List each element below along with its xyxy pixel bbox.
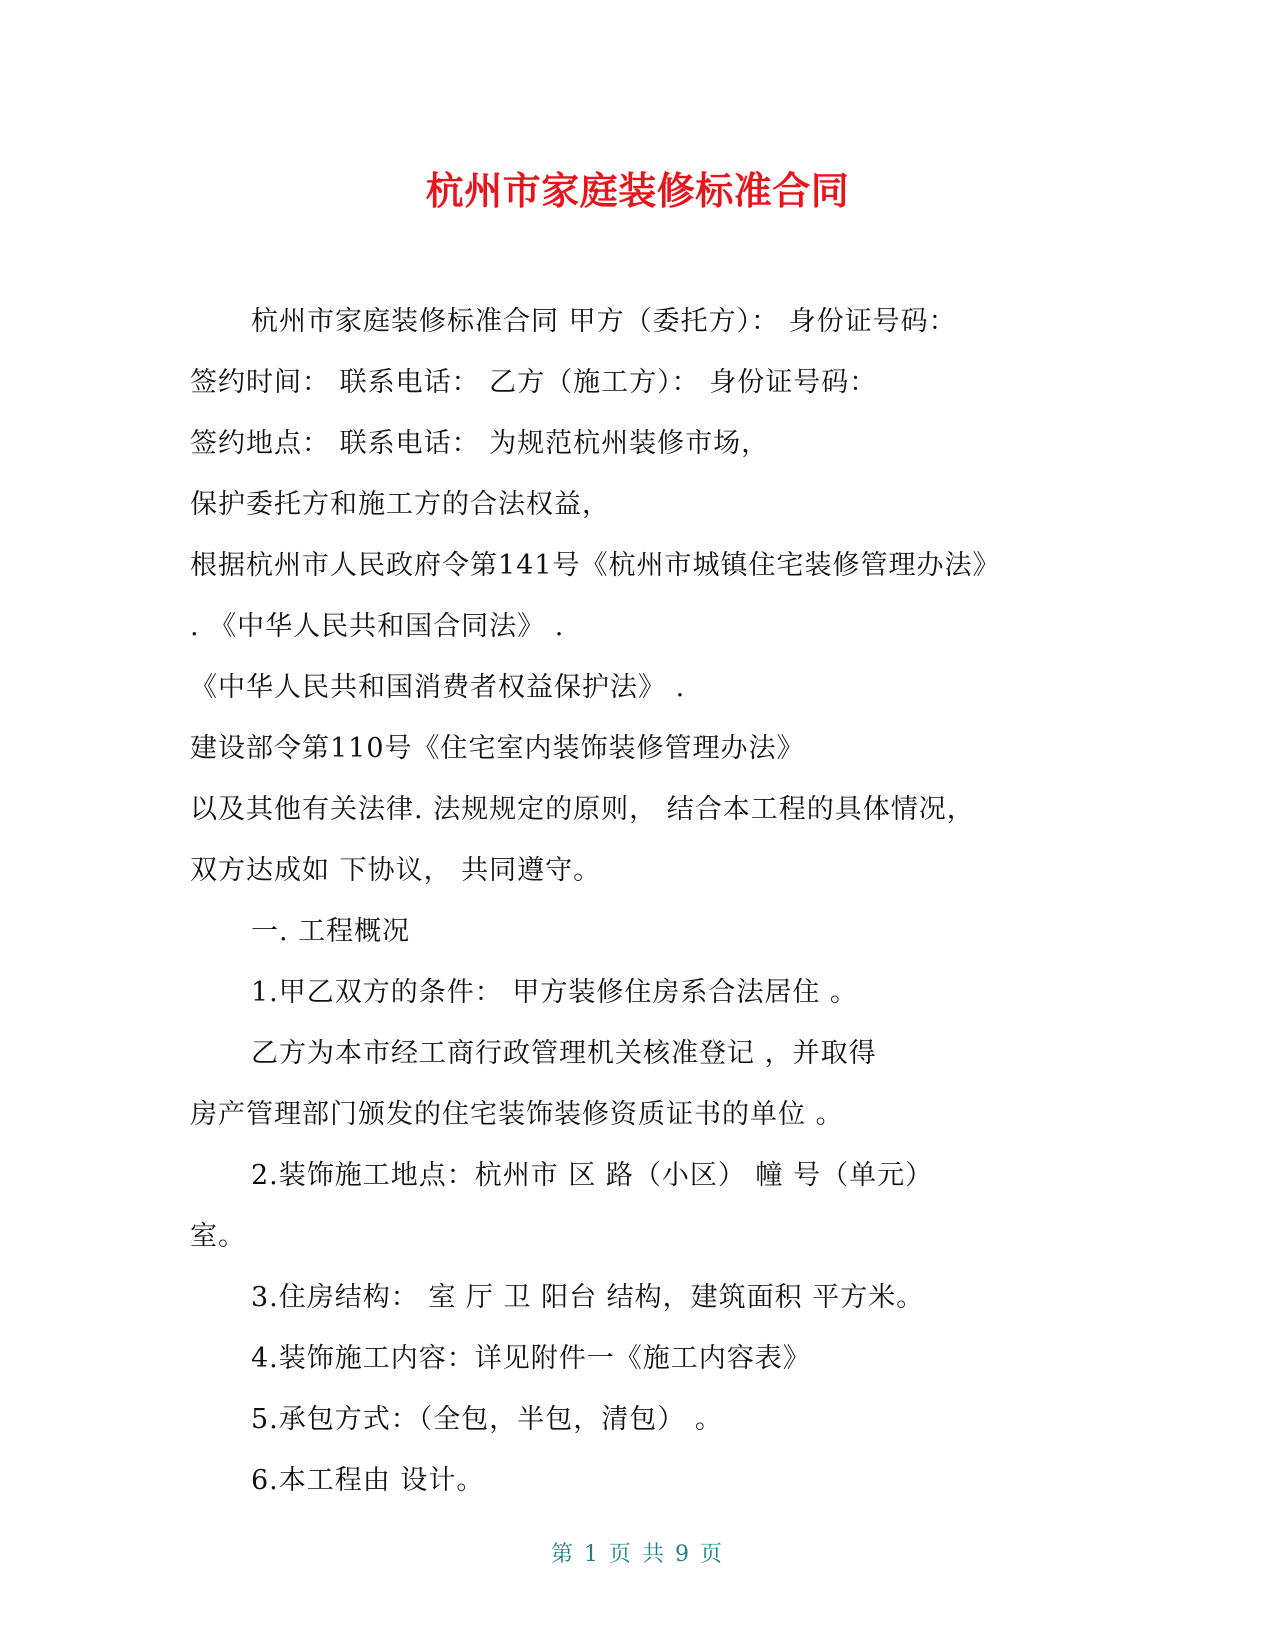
clause-line: 1.甲乙双方的条件： 甲方装修住房系合法居住 。 <box>251 977 858 1008</box>
paragraph-line: 签约地点： 联系电话： 为规范杭州装修市场， <box>190 428 770 459</box>
paragraph-line: 双方达成如 下协议， 共同遵守。 <box>190 855 602 886</box>
paragraph-line: 签约时间： 联系电话： 乙方（施工方）： 身份证号码： <box>190 367 878 398</box>
clause-line: 3.住房结构： 室 厅 卫 阳台 结构，建筑面积 平方米。 <box>251 1282 925 1313</box>
paragraph-line: 杭州市家庭装修标准合同 甲方（委托方）： 身份证号码： <box>251 306 957 337</box>
paragraph-line: 《中华人民共和国消费者权益保护法》 . <box>190 672 686 703</box>
paragraph-line: 以及其他有关法律. 法规规定的原则， 结合本工程的具体情况， <box>190 794 975 825</box>
clause-line: 室。 <box>190 1221 246 1252</box>
paragraph-line: 保护委托方和施工方的合法权益， <box>190 489 610 520</box>
clause-line: 2.装饰施工地点：杭州市 区 路（小区） 幢 号（单元） <box>251 1160 934 1191</box>
document-body <box>190 291 1090 1511</box>
clause-line: 6.本工程由 设计。 <box>251 1465 485 1496</box>
clause-line: 4.装饰施工内容：详见附件一《施工内容表》 <box>251 1343 811 1374</box>
clause-line: 房产管理部门颁发的住宅装饰装修资质证书的单位 。 <box>190 1099 844 1130</box>
paragraph-line: . 《中华人民共和国合同法》 . <box>190 611 565 642</box>
clause-line: 5.承包方式：（全包，半包，清包） 。 <box>251 1404 723 1435</box>
page-number-footer: 第 1 页 共 9 页 <box>551 1542 724 1567</box>
clause-line: 乙方为本市经工商行政管理机关核准登记 ，并取得 <box>251 1038 877 1069</box>
paragraph-line: 建设部令第110号《住宅室内装饰装修管理办法》 <box>190 733 805 764</box>
paragraph-line: 根据杭州市人民政府令第141号《杭州市城镇住宅装修管理办法》 <box>190 550 1001 581</box>
document-title: 杭州市家庭装修标准合同 <box>425 169 850 213</box>
section-heading: 一. 工程概况 <box>251 916 411 947</box>
